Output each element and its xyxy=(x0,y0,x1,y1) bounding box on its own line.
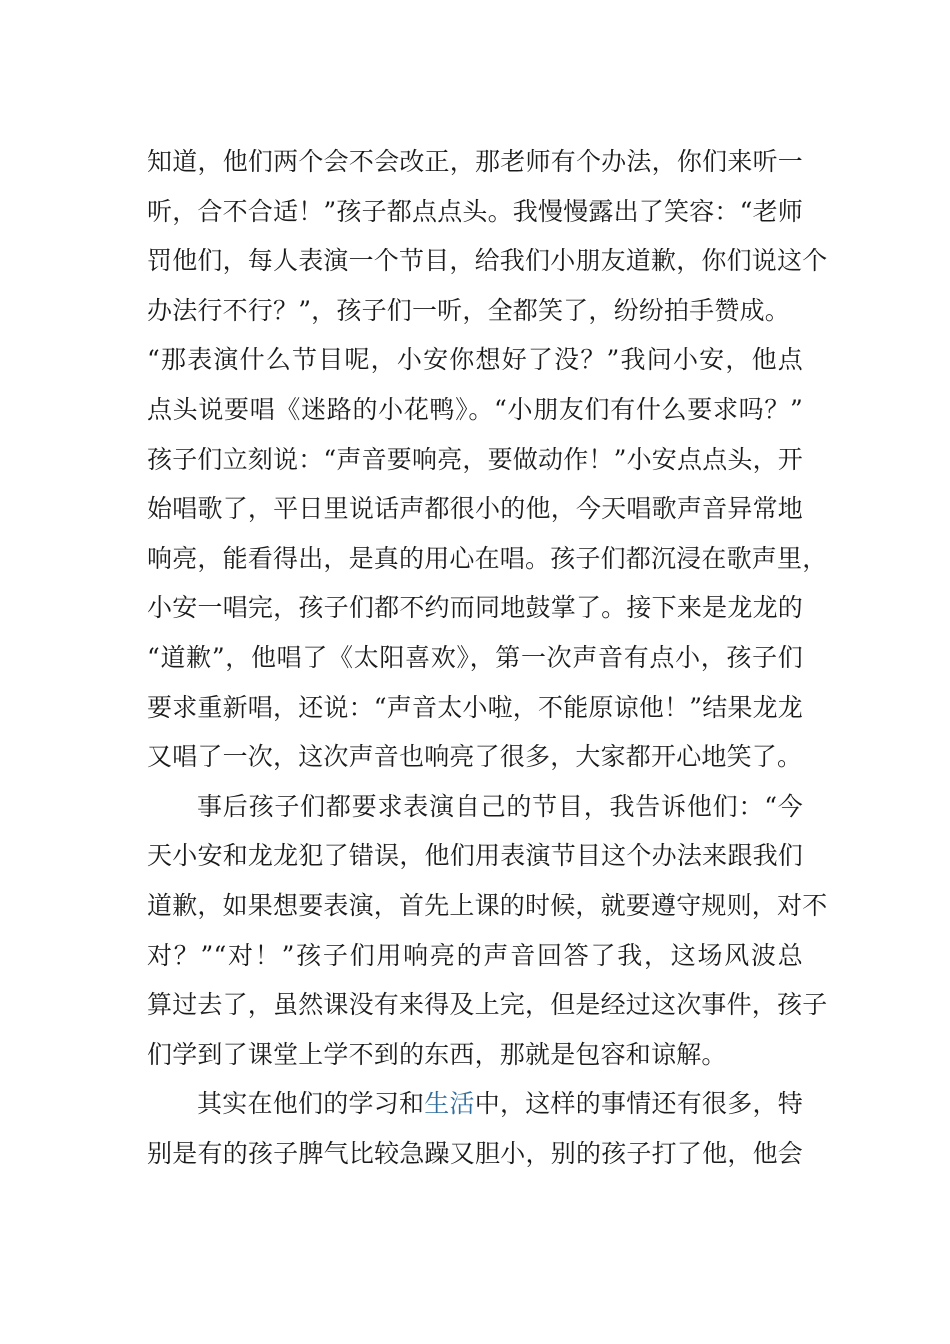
text-segment: 其实在他们的学习和 xyxy=(197,1089,425,1119)
text-line: 点头说要唱《迷路的小花鸭》。“小朋友们有什么要求吗？” xyxy=(147,394,803,424)
text-line: 又唱了一次，这次声音也响亮了很多，大家都开心地笑了。 xyxy=(147,742,803,772)
linked-word[interactable]: 生活 xyxy=(424,1089,475,1119)
paragraph-first-line: 事后孩子们都要求表演自己的节目，我告诉他们：“今 xyxy=(197,791,803,821)
text-line: “那表演什么节目呢，小安你想好了没？”我问小安，他点 xyxy=(147,345,803,375)
text-line: 响亮，能看得出，是真的用心在唱。孩子们都沉浸在歌声里， xyxy=(147,543,828,573)
text-line: 孩子们立刻说：“声音要响亮，要做动作！”小安点点头，开 xyxy=(147,444,803,474)
text-line: 道歉，如果想要表演，首先上课的时候，就要遵守规则，对不 xyxy=(147,890,828,920)
text-line: 听，合不合适！”孩子都点点头。我慢慢露出了笑容：“老师 xyxy=(147,196,803,226)
paragraph-first-line xyxy=(147,1079,803,1129)
body-text xyxy=(147,137,828,1178)
text-line: 办法行不行？”，孩子们一听，全都笑了，纷纷拍手赞成。 xyxy=(147,295,790,325)
text-line: “道歉”，他唱了《太阳喜欢》，第一次声音有点小，孩子们 xyxy=(147,642,803,672)
text-line: 知道，他们两个会不会改正，那老师有个办法，你们来听一 xyxy=(147,147,803,176)
text-line: 罚他们，每人表演一个节目，给我们小朋友道歉，你们说这个 xyxy=(147,246,828,276)
text-line: 小安一唱完，孩子们都不约而同地鼓掌了。接下来是龙龙的 xyxy=(147,593,803,623)
text-line: 天小安和龙龙犯了错误，他们用表演节目这个办法来跟我们 xyxy=(147,841,803,871)
text-line: 们学到了课堂上学不到的东西，那就是包容和谅解。 xyxy=(147,1039,727,1069)
text-line: 要求重新唱，还说：“声音太小啦，不能原谅他！”结果龙龙 xyxy=(147,692,803,722)
text-segment: 中，这样的事情还有很多，特 xyxy=(474,1089,803,1119)
text-line: 别是有的孩子脾气比较急躁又胆小，别的孩子打了他，他会 xyxy=(147,1138,803,1168)
text-line: 始唱歌了，平日里说话声都很小的他，今天唱歌声音异常地 xyxy=(147,494,803,524)
text-line: 算过去了，虽然课没有来得及上完，但是经过这次事件，孩子 xyxy=(147,990,828,1020)
text-line: 对？”“对！”孩子们用响亮的声音回答了我，这场风波总 xyxy=(147,940,803,970)
